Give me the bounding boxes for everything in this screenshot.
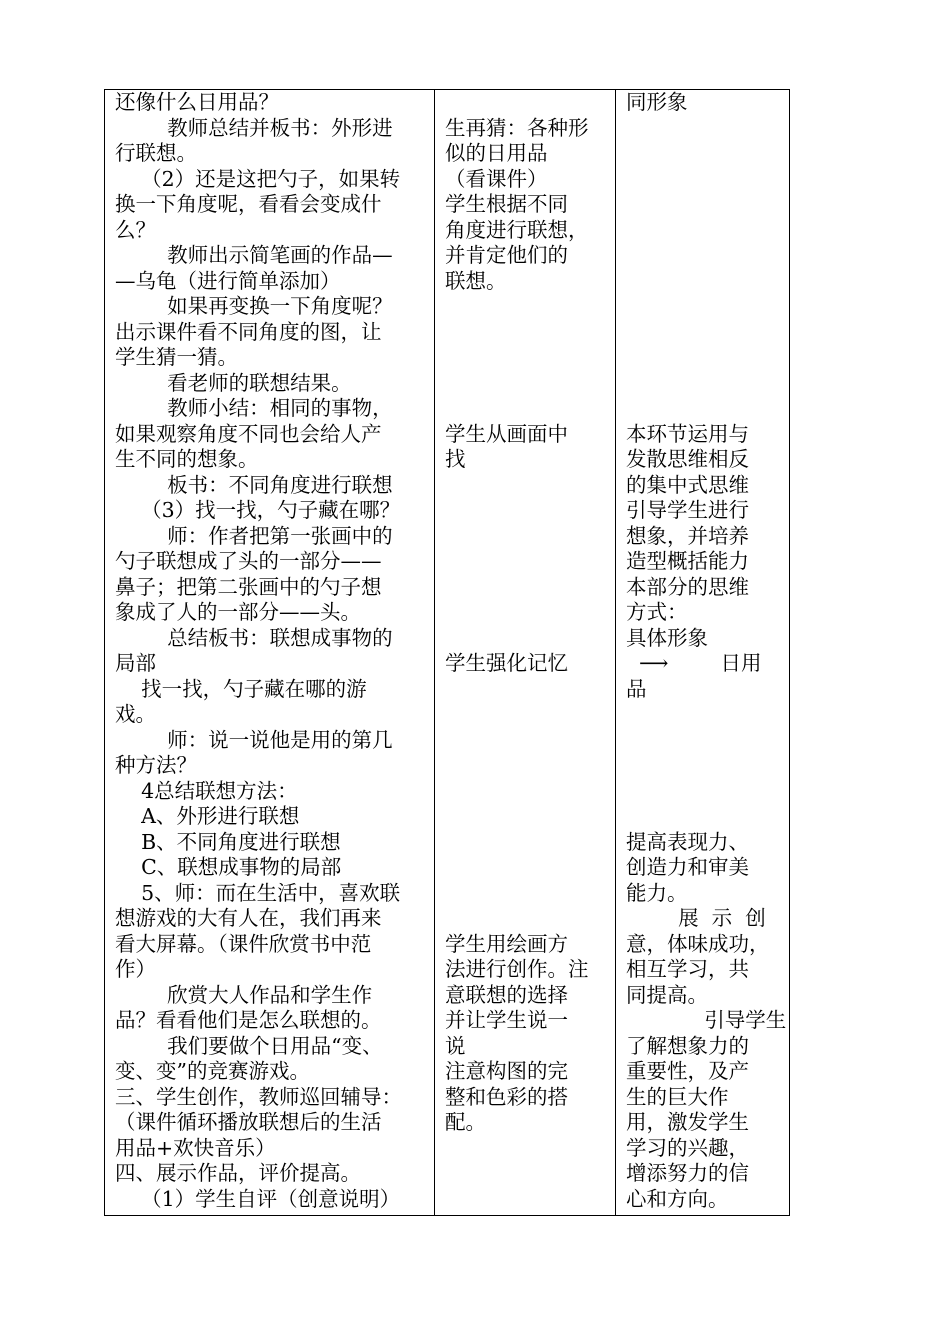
student-activity-column: [445, 90, 609, 1136]
text-line: —乌龟（进行简单添加）: [115, 268, 341, 293]
text-line: [626, 320, 782, 346]
text-line: 么？: [115, 217, 156, 242]
text-line: [626, 167, 782, 193]
text-line: 法进行创作。注: [445, 957, 589, 981]
text-line: 找: [445, 447, 466, 471]
text-line: 局部: [115, 651, 156, 675]
text-line: 并让学生说一: [445, 1008, 568, 1032]
column-divider: [434, 90, 435, 1215]
text-line: 用，激发学生: [626, 1110, 749, 1134]
text-line: [626, 345, 782, 371]
text-line: 用品+欢快音乐）: [115, 1135, 276, 1160]
text-line: A、外形进行联想: [115, 804, 300, 828]
text-line: 引导学生: [626, 1008, 787, 1032]
text-line: 如果观察角度不同也会给人产: [115, 421, 382, 446]
text-line: 心和方向。: [626, 1186, 729, 1211]
text-line: 学生猜一猜。: [115, 345, 238, 369]
text-line: ⟶ 日用: [626, 651, 762, 675]
text-line: [445, 524, 609, 550]
text-line: 还像什么日用品？: [115, 90, 279, 114]
text-line: 勺子联想成了头的一部分——: [115, 549, 382, 573]
text-line: 看老师的联想结果。: [115, 370, 352, 395]
text-line: 的集中式思维: [626, 472, 749, 497]
text-line: [445, 294, 609, 320]
text-line: 并肯定他们的: [445, 243, 568, 267]
text-line: [445, 396, 609, 422]
text-line: 相互学习，共: [626, 957, 749, 981]
text-line: 师：作者把第一张画中的: [115, 523, 393, 548]
text-line: 鼻子；把第二张画中的勺子想: [115, 574, 382, 599]
text-line: [445, 320, 609, 346]
text-line: 生再猜：各种形: [445, 115, 589, 140]
text-line: 行联想。: [115, 141, 197, 165]
text-line: [445, 728, 609, 754]
text-line: [445, 855, 609, 881]
text-line: 同形象: [626, 90, 688, 114]
text-line: 同提高。: [626, 982, 708, 1007]
text-line: 配。: [445, 1110, 486, 1134]
text-line: [445, 600, 609, 626]
text-line: 意联想的选择: [445, 982, 568, 1007]
text-line: [445, 779, 609, 805]
text-line: 似的日用品: [445, 141, 548, 165]
text-line: 5、师：而在生活中，喜欢联: [115, 880, 401, 905]
text-line: 学生根据不同: [445, 192, 568, 216]
text-line: 重要性，及产: [626, 1059, 749, 1083]
text-line: 学生从画面中: [445, 421, 568, 446]
text-line: [445, 549, 609, 575]
text-line: [445, 473, 609, 499]
text-line: 戏。: [115, 702, 156, 726]
text-line: 我们要做个日用品“变、: [115, 1033, 383, 1058]
text-line: 联想。: [445, 268, 507, 293]
text-line: 4总结联想方法：: [115, 778, 298, 803]
text-line: （3）找一找，勺子藏在哪？: [115, 498, 401, 522]
text-line: [626, 728, 782, 754]
text-line: 种方法？: [115, 753, 197, 777]
text-line: 四、展示作品，评价提高。: [115, 1161, 361, 1185]
text-line: [445, 702, 609, 728]
text-line: 引导学生进行: [626, 498, 749, 522]
text-line: 变、变”的竞赛游戏。: [115, 1059, 310, 1083]
text-line: [626, 141, 782, 167]
lesson-plan-table: [104, 89, 790, 1216]
text-line: （2）还是这把勺子，如果转: [115, 166, 401, 191]
text-line: 造型概括能力: [626, 549, 749, 573]
text-line: [626, 371, 782, 397]
column-divider: [615, 90, 616, 1215]
text-line: 提高表现力、: [626, 829, 749, 854]
text-line: [445, 345, 609, 371]
text-line: [626, 779, 782, 805]
text-line: 注意构图的完: [445, 1059, 568, 1083]
text-line: 具体形象: [626, 625, 708, 650]
text-line: [445, 906, 609, 932]
text-line: 想游戏的大有人在，我们再来: [115, 906, 382, 930]
text-line: [626, 192, 782, 218]
text-line: 欣赏大人作品和学生作: [115, 982, 373, 1007]
text-line: 出示课件看不同角度的图，让: [115, 319, 382, 344]
text-line: 学生强化记忆: [445, 651, 568, 675]
text-line: 发散思维相反: [626, 447, 749, 471]
text-line: 品？看看他们是怎么联想的。: [115, 1008, 382, 1032]
text-line: 教师出示简笔画的作品—: [115, 243, 393, 267]
text-line: （课件循环播放联想后的生活: [115, 1110, 382, 1134]
text-line: （看课件）: [445, 166, 548, 191]
text-line: 说: [445, 1033, 466, 1058]
design-intent-column: [626, 90, 787, 1212]
text-line: 学习的兴趣，: [626, 1135, 749, 1160]
text-line: 作）: [115, 957, 156, 981]
text-line: 展 示 创: [626, 906, 766, 930]
text-line: 方式：: [626, 600, 688, 624]
text-line: 能力。: [626, 880, 688, 905]
text-line: 生不同的想象。: [115, 447, 259, 471]
text-line: C、联想成事物的局部: [115, 855, 342, 879]
text-line: （1）学生自评（创意说明）: [115, 1186, 401, 1211]
text-line: [626, 753, 782, 779]
text-line: [445, 753, 609, 779]
text-line: [626, 294, 782, 320]
text-line: 总结板书：联想成事物的: [115, 625, 393, 650]
text-line: 教师总结并板书：外形进: [115, 115, 393, 140]
text-line: 意，体味成功，: [626, 931, 770, 956]
text-line: [626, 804, 782, 830]
text-line: 看大屏幕。（课件欣赏书中范: [115, 931, 372, 956]
text-line: 象成了人的一部分——头。: [115, 600, 361, 624]
text-line: 整和色彩的搭: [445, 1084, 568, 1109]
text-line: 增添努力的信: [626, 1161, 749, 1185]
text-line: 本环节运用与: [626, 421, 749, 446]
text-line: [445, 498, 609, 524]
text-line: [626, 396, 782, 422]
text-line: 创造力和审美: [626, 855, 749, 879]
text-line: 教师小结：相同的事物，: [115, 396, 393, 420]
text-line: B、不同角度进行联想: [115, 829, 341, 854]
text-line: 本部分的思维: [626, 574, 749, 599]
text-line: 学生用绘画方: [445, 931, 568, 956]
text-line: 找一找，勺子藏在哪的游: [115, 676, 367, 701]
text-line: [626, 218, 782, 244]
text-line: [445, 830, 609, 856]
text-line: 想象，并培养: [626, 523, 749, 548]
text-line: [445, 881, 609, 907]
text-line: [626, 702, 782, 728]
text-line: [626, 243, 782, 269]
text-line: [445, 575, 609, 601]
text-line: [445, 371, 609, 397]
text-line: 板书：不同角度进行联想: [115, 472, 393, 497]
text-line: [626, 116, 782, 142]
text-line: [445, 804, 609, 830]
text-line: 三、学生创作，教师巡回辅导：: [115, 1084, 402, 1109]
text-line: 如果再变换一下角度呢？: [115, 294, 393, 318]
text-line: 生的巨大作: [626, 1084, 729, 1109]
text-line: 角度进行联想，: [445, 217, 589, 242]
teacher-activity-column: [115, 90, 427, 1212]
text-line: 了解想象力的: [626, 1033, 749, 1058]
text-line: [445, 626, 609, 652]
text-line: [445, 677, 609, 703]
text-line: 品: [626, 676, 647, 701]
text-line: 换一下角度呢，看看会变成什: [115, 192, 382, 216]
text-line: 师：说一说他是用的第几: [115, 727, 393, 752]
text-line: [445, 90, 609, 116]
text-line: [626, 269, 782, 295]
